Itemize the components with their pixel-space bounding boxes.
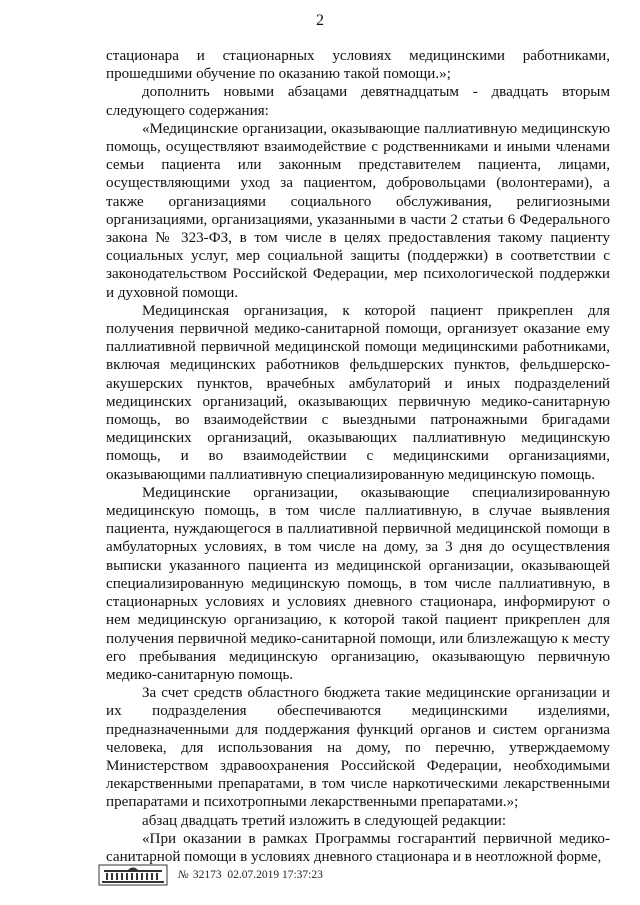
- paragraph: Медицинская организация, к которой пациент прикреплен для получения первичной медико-санитарной помощи, организует оказание ему паллиативной первичной медицинской помощи медицинскими работниками, включая медицинских работников фельдшерских пунктов, фельдшерско-акушерских пунктов, врачебных амбулаторий и иных подразделений медицинских организаций, оказывающих первичную медико-санитарную помощь, во взаимодействии с выездными патронажными бригадами медицинских организаций, оказывающих паллиативную медицинскую помощь, и во взаимодействии с медицинскими организациями, оказывающими паллиативную специализированную медицинскую помощь.: [106, 302, 610, 483]
- paragraph: абзац двадцать третий изложить в следующей редакции:: [142, 812, 507, 829]
- paragraph: За счет средств областного бюджета такие медицинские организации и их подразделения обеспечиваются медицинскими изделиями, предназначенными для поддержания функций органов и систем организма человека, для использования на дому, по перечню, утверждаемому Министерством здравоохранения Российской Федерации, необходимыми лекарственными препаратами, в том числе наркотическими лекарственными препаратами и психотропными лекарственными препаратами.»;: [106, 685, 610, 811]
- paragraph: стационара и стационарных условиях медицинскими работниками, прошедшими обучение по оказанию такой помощи.»;: [106, 48, 610, 83]
- paragraph: Медицинские организации, оказывающие специализированную медицинскую помощь, в том числе паллиативную, в случае выявления пациента, нуждающегося в паллиативной первичной медицинской помощи в амбулаторных условиях, в том числе на дому, за 3 дня до осуществления выписки указанного пациента из медицинской организации, оказывающей специализированную медицинскую помощь, в том числе паллиативную, в стационарных условиях и условиях дневного стационара, информируют о нем медицинскую организацию, к которой такой пациент прикреплен для получения первичной медико-санитарной помощи, или близлежащую к месту его пребывания медицинскую организацию, оказывающую первичную медико-санитарную помощь.: [106, 484, 610, 683]
- document-registration: [178, 869, 323, 881]
- paragraph: «Медицинские организации, оказывающие паллиативную медицинскую помощь, осуществляют взаимодействие с родственниками и иными членами семьи пациента или законным представителем пациента, лицами, осуществляющими уход за пациентом, добровольцами (волонтерами), а также организациями социального обслуживания, религиозными организациями, организациями, указанными в части 2 статьи 6 Федерального закона № 323-ФЗ, в том числе в целях предоставления такому пациенту социальных услуг, мер социальной защиты (поддержки) в соответствии с законодательством Российской Федерации, мер психологической поддержки и духовной помощи.: [106, 120, 610, 301]
- page-number: 2: [316, 12, 324, 29]
- building-logo-icon: [98, 864, 168, 886]
- document-body: [106, 47, 610, 866]
- paragraph: дополнить новыми абзацами девятнадцатым - двадцать вторым следующего содержания:: [106, 84, 610, 119]
- document-footer: [98, 863, 323, 887]
- doc-number-prefix: №: [178, 869, 189, 881]
- timestamp: 02.07.2019 17:37:23: [227, 869, 323, 881]
- paragraph: «При оказании в рамках Программы госгарантий первичной медико-санитарной помощи в условиях дневного стационара и в неотложной форме,: [106, 830, 610, 865]
- doc-number: 32173: [192, 869, 222, 881]
